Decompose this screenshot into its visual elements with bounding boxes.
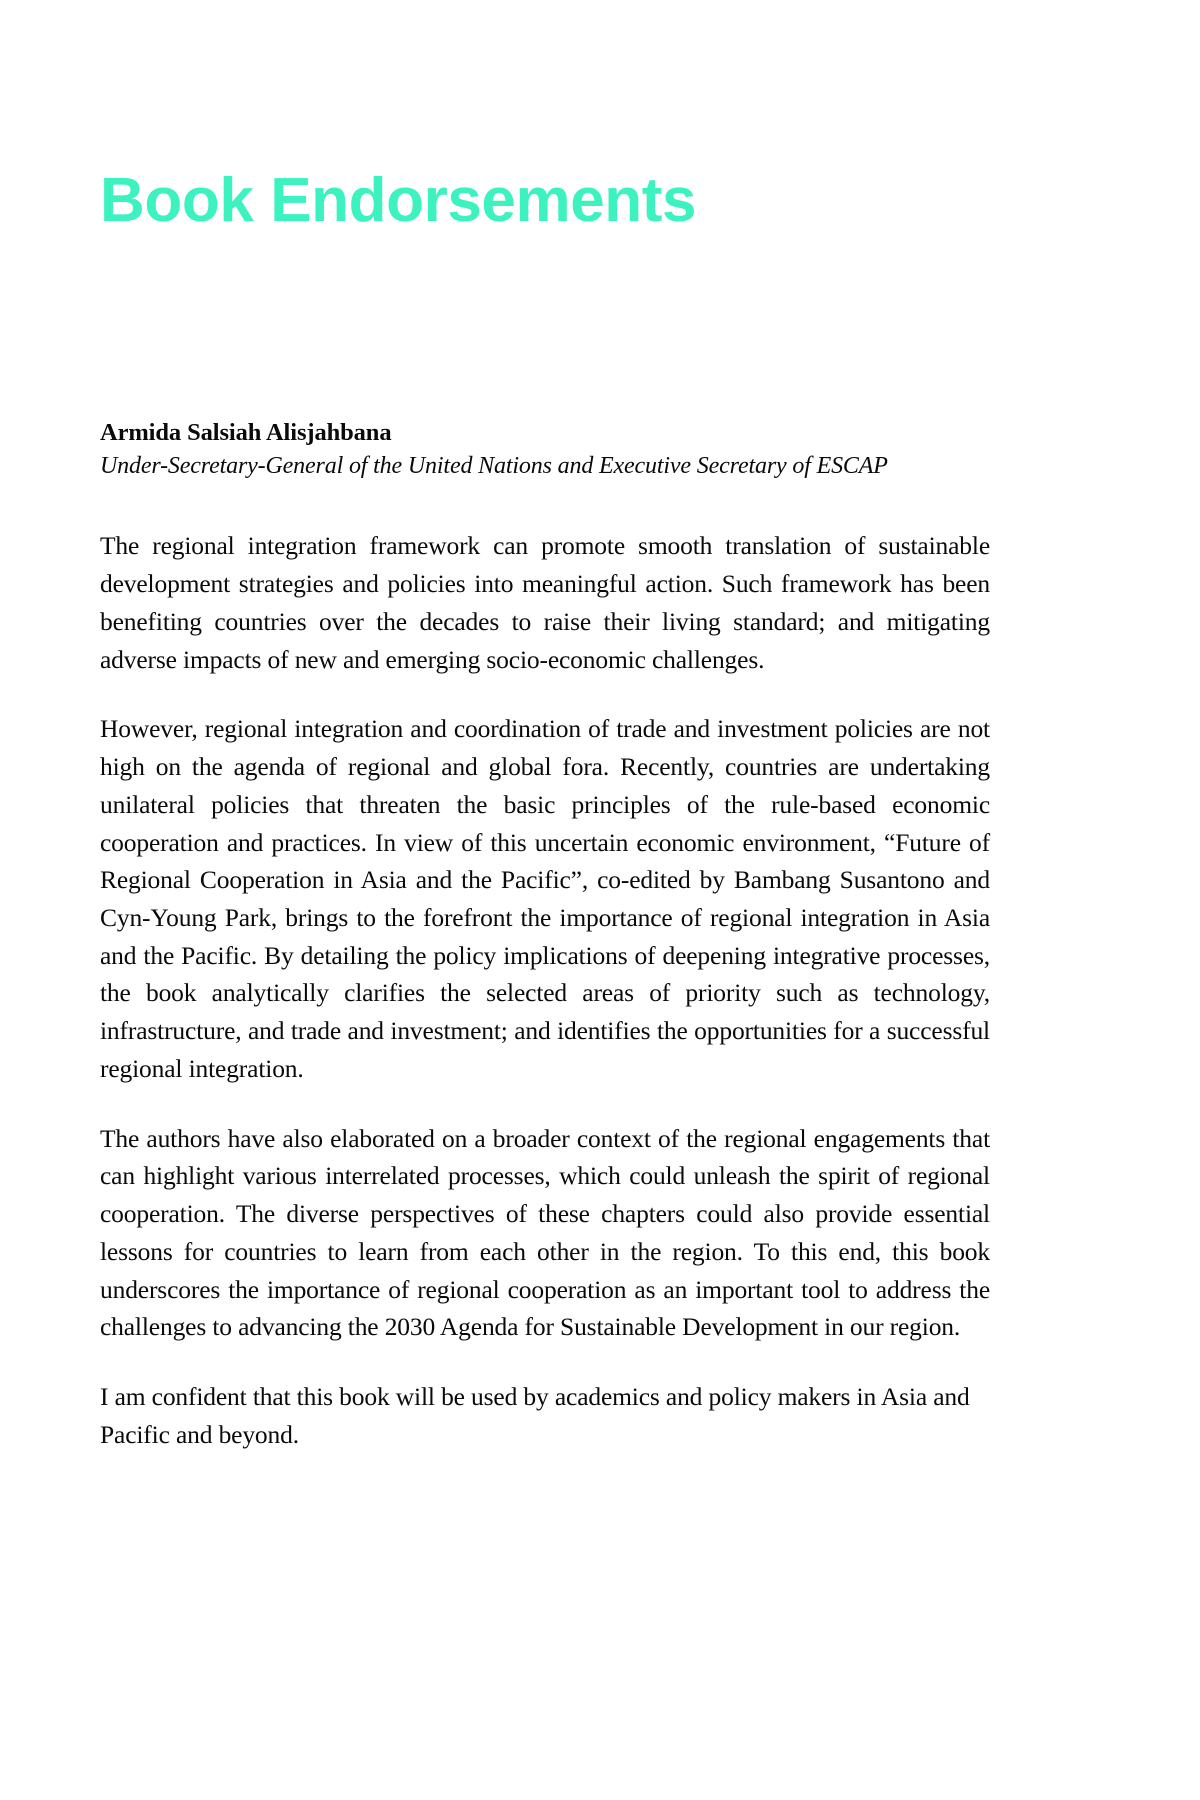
endorsement-block xyxy=(100,417,990,1453)
endorsement-paragraph: However, regional integration and coordination of trade and investment policies are not high on the agenda of regional and global fora. Recently, countries are undertaking unilateral policies that threaten the basic principles of the rule-based economic cooperation and practices. In view of this uncertain economic environment, “Future of Regional Cooperation in Asia and the Pacific”, co-edited by Bambang Susantono and Cyn-Young Park, brings to the forefront the importance of regional integration in Asia and the Pacific. By detailing the policy implications of deepening integrative processes, the book analytically clarifies the selected areas of priority such as technology, infrastructure, and trade and investment; and identifies the opportunities for a successful regional integration. xyxy=(100,714,990,1083)
endorsement-paragraph: The authors have also elaborated on a broader context of the regional engagements that can highlight various interrelated processes, which could unleash the spirit of regional cooperation. The diverse perspectives of these chapters could also provide essential lessons for countries to learn from each other in the region. To this end, this book underscores the importance of regional cooperation as an important tool to address the challenges to advancing the 2030 Agenda for Sustainable Development in our region. xyxy=(100,1123,990,1342)
endorser-affiliation: Under-Secretary-General of the United Nations and Executive Secretary of ESCAP xyxy=(100,453,888,480)
endorsement-body xyxy=(100,527,990,1453)
page-content xyxy=(100,0,990,1454)
endorser-name: Armida Salsiah Alisjahbana xyxy=(100,419,392,447)
endorsement-paragraph: The regional integration framework can promote smooth translation of sustainable development strategies and policies into meaningful action. Such framework has been benefiting countries over the decades to raise their living standard; and mitigating adverse impacts of new and emerging socio-economic challenges. xyxy=(100,531,990,674)
page-title: Book Endorsements xyxy=(100,166,697,235)
endorsement-paragraph: I am confident that this book will be used by academics and policy makers in Asia and Pacific and beyond. xyxy=(100,1382,970,1449)
